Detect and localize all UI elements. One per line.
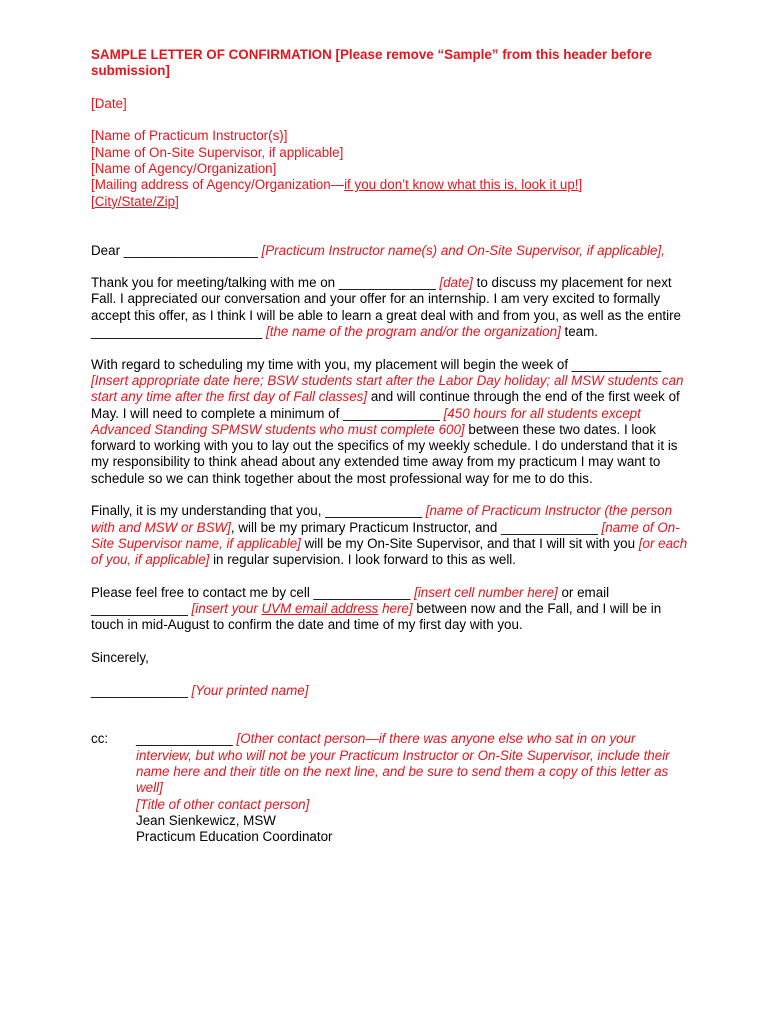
p3-text-4: in regular supervision. I look forward to this as well. (209, 552, 516, 568)
recipient-address (91, 128, 691, 209)
date-placeholder: [Date] (91, 95, 127, 111)
address-instructor: [Name of Practicum Instructor(s)] (91, 128, 288, 144)
p1-hint-date: [date] (439, 275, 473, 291)
mailing-hint-link[interactable]: if you don’t know what this is, look it up! (344, 177, 579, 193)
mailing-prefix: [Mailing address of Agency/Organization— (91, 177, 345, 193)
p3-hint-instructor: [name of Practicum Instructor (the person with and MSW or BSW] (91, 503, 673, 535)
cc-blank: _____________ (136, 731, 237, 747)
p2-hint-hours: [450 hours for all students except Advanced Standing SPMSW students who must complete 600] (91, 405, 641, 437)
letter-title: SAMPLE LETTER OF CONFIRMATION [Please remove “Sample” from this header before submission] (91, 47, 652, 79)
address-supervisor: [Name of On-Site Supervisor, if applicable] (91, 144, 344, 160)
paragraph-supervision (91, 503, 691, 568)
p1-text-2: to discuss my placement for next Fall. I appreciated our conversation and your offer for an internship. I am very excited to formally accept this offer, as I think I will be able to learn a great deal with and from you, as well as the entire _______________________ (91, 275, 682, 340)
p1-text-1: Thank you for meeting/talking with me on _____________ (91, 275, 440, 291)
cc-block (91, 731, 691, 845)
p4-hint-email-c: here] (378, 601, 413, 617)
p4-text-3: between now and the Fall, and I will be in touch in mid-August to confirm the date and time of my first day with you. (91, 601, 662, 633)
cc-contact (136, 731, 691, 796)
cc-hint: [Other contact person—if there was anyone else who sat in on your interview, but who will not be your Practicum Instructor or On-Site Supervisor, include their name here and their title on the next line, and be sure to send them a copy of this letter as well] (136, 731, 670, 796)
p3-text-2: , will be my primary Practicum Instructor, and _____________ (230, 519, 602, 535)
paragraph-contact (91, 585, 691, 634)
salutation-dear: Dear __________________ (91, 242, 262, 258)
p4-hint-email-link[interactable]: UVM email address (261, 601, 379, 617)
p1-hint-program: [the name of the program and/or the organization] (266, 324, 561, 340)
cc-body (136, 731, 691, 845)
cc-name: Jean Sienkewicz, MSW (136, 812, 276, 828)
p3-hint-each: [or each of you, if applicable] (91, 535, 688, 568)
signature-blank: _____________ (91, 682, 192, 698)
address-agency: [Name of Agency/Organization] (91, 161, 277, 177)
p3-text-3: will be my On-Site Supervisor, and that I will sit with you (300, 535, 639, 551)
p4-hint-cell: [insert cell number here] (414, 584, 558, 600)
p4-text-1: Please feel free to contact me by cell _____________ (91, 584, 415, 600)
p2-text-2: and will continue through the end of the first week of May. I will need to complete a minimum of _____________ (91, 389, 680, 421)
salutation-name-hint: [Practicum Instructor name(s) and On-Site Supervisor, if applicable] (261, 242, 662, 258)
cc-role: Practicum Education Coordinator (136, 829, 333, 845)
salutation (91, 243, 691, 259)
p2-hint-start-date: [Insert appropriate date here; BSW students start after the Labor Day holiday; all MSW students can start any time after the first day of Fall classes] (91, 372, 684, 405)
cc-label: cc: (91, 731, 109, 747)
cc-title-hint: [Title of other contact person] (136, 796, 310, 812)
letter-content (91, 47, 691, 846)
address-city: [City/State/Zip] (91, 193, 179, 209)
signature-hint: [Your printed name] (191, 682, 309, 698)
p2-text-3: between these two dates. I look forward to working with you to lay out the specifics of my weekly schedule. I do understand that it is my responsibility to think ahead about any extended time away from my practicum I may want to schedule so we can think together about the most professional way for me to do this. (91, 421, 678, 486)
closing: Sincerely, (91, 649, 149, 665)
paragraph-scheduling (91, 357, 691, 487)
p4-text-2: or email _____________ (91, 584, 610, 617)
address-mailing (91, 177, 691, 193)
paragraph-thank-you (91, 275, 691, 340)
p3-text-1: Finally, it is my understanding that you, _____________ (91, 503, 426, 519)
signature-line (91, 683, 691, 699)
mailing-suffix: ] (578, 177, 583, 193)
p3-hint-supervisor: [name of On-Site Supervisor name, if applicable] (91, 519, 680, 551)
p2-text-1: With regard to scheduling my time with you, my placement will begin the week of ____________ (91, 356, 662, 372)
p4-hint-email-a: [insert your (191, 601, 262, 617)
p1-text-3: team. (560, 324, 599, 340)
salutation-comma: , (661, 242, 665, 258)
